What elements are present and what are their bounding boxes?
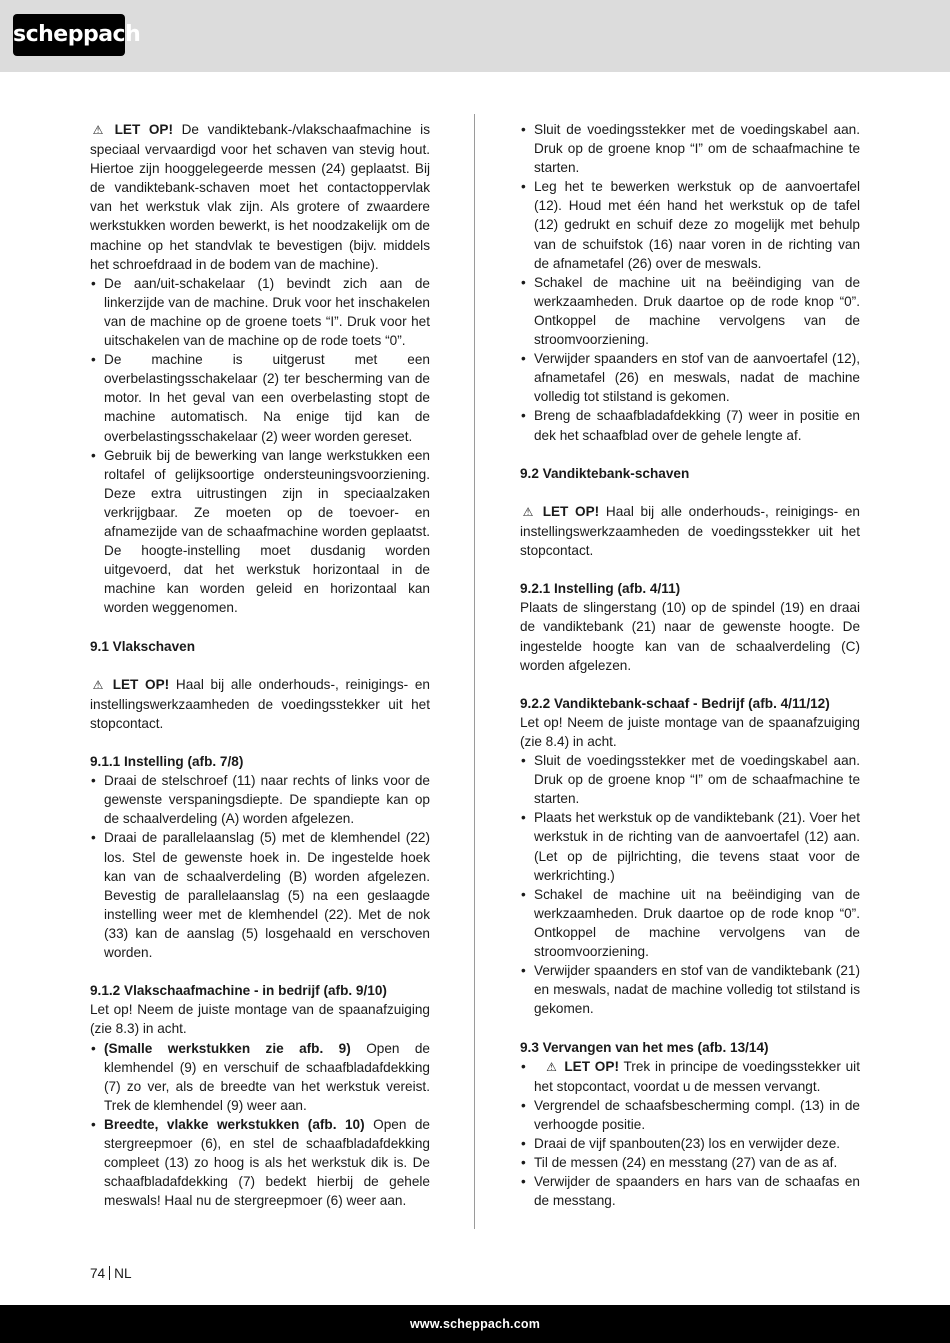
brand-logo: scheppach	[13, 14, 125, 56]
list-item: • Draai de parallelaanslag (5) met de klemhendel (22) los. Stel de gewenste hoek in. De ingestelde hoek kan van de schaalverdeling (B) worden afgelezen. Bevestig de parallelaanslag (5) na een geslaagde instelling weer met de klemhendel (22). Met de nok (33) kan de aanslag (5) losgehaald en verschoven worden.	[90, 828, 430, 962]
list-item: • Verwijder spaanders en stof van de vandiktebank (21) en meswals, nadat de machine volledig tot stilstand is gekomen.	[520, 961, 860, 1018]
warning-text: Haal bij alle onderhouds-, reinigings- en instellingswerkzaamheden de voedingsstekker uit het stopcontact.	[520, 503, 860, 559]
list-item: • Schakel de machine uit na beëindiging van de werkzaamheden. Druk daartoe op de rode knop “0”. Ontkoppel de machine vervolgens van de stroomvoorziening.	[520, 885, 860, 961]
footer-bar	[0, 1305, 950, 1343]
paragraph: Let op! Neem de juiste montage van de spaanafzuiging (zie 8.3) in acht.	[90, 1002, 430, 1037]
list-item: • Plaats het werkstuk op de vandiktebank (21). Voer het werkstuk in de richting van de aanvoertafel (12) aan. (Let op de pijlrichting, die tevens staat voor de werkrichting.)	[520, 808, 860, 884]
blade-bullet-list	[520, 1057, 860, 1211]
warning-label: LET OP!	[114, 122, 174, 137]
item-text: Open de klemhendel (9) en verschuif de schaafbladafdekking (7) zo ver, als de breedte van het werkstuk vereist. Trek de klemhendel (9) weer aan.	[104, 1040, 430, 1113]
list-item: • Draai de vijf spanbouten(23) los en verwijder deze.	[520, 1134, 860, 1153]
item-text: Open de stergreepmoer (6), en stel de schaafbladafdekking compleet (13) zo hoog is als het werkstuk dik is. De schaafbladafdekking (7) bedekt hierbij de gehele meswals! Haal nu de stergreepmoer (6) weer aan.	[104, 1116, 430, 1209]
bold-lead: Breedte, vlakke werkstukken (afb. 10)	[104, 1116, 365, 1132]
right-column	[520, 120, 860, 1210]
list-item	[90, 1039, 430, 1115]
list-item	[520, 1057, 860, 1096]
list-item: • Draai de stelschroef (11) naar rechts of links voor de gewenste verspaningsdiepte. De spandiepte kan op de schaalverdeling (A) worden afgelezen.	[90, 771, 430, 828]
section-heading-9-1: 9.1 Vlakschaven	[90, 638, 196, 654]
settings-bullet-list	[90, 771, 430, 962]
paragraph: Plaats de slingerstang (10) op de spindel (19) en draai de vandiktebank (21) naar de gewenste hoogte. De ingestelde hoogte kan van de schaalverdeling (C) worden afgelezen.	[520, 600, 860, 673]
column-divider	[474, 114, 475, 1229]
item-text: Trek in principe de voedingsstekker uit het stopcontact, voordat u de messen vervangt.	[534, 1058, 860, 1094]
list-item: • Verwijder spaanders en stof van de aanvoertafel (12), afnametafel (26) en meswals, nadat de machine volledig tot stilstand is gekomen.	[520, 349, 860, 406]
warning-paragraph	[90, 675, 430, 733]
list-item: • De aan/uit-schakelaar (1) bevindt zich aan de linkerzijde van de machine. Druk voor het inschakelen van de machine op de groene toets “I”. Druk voor het uitschakelen van de machine op de rode toets “0”.	[90, 274, 430, 350]
language-code: NL	[114, 1266, 132, 1281]
operation-bullet-list	[90, 1039, 430, 1211]
header-bar	[0, 0, 950, 72]
footer-separator	[109, 1266, 110, 1280]
list-item: • Sluit de voedingsstekker met de voedingskabel aan. Druk op de groene knop “I” om de schaafmachine te starten.	[520, 120, 860, 177]
list-item: • Leg het te bewerken werkstuk op de aanvoertafel (12). Houd met één hand het werkstuk op de tafel (12) gedrukt en schuif deze zo mogelijk met behulp van de schuifstok (16) naar voren in de richting van de afnametafel (26) over de meswals.	[520, 177, 860, 272]
list-item: • Sluit de voedingsstekker met de voedingskabel aan. Druk op de groene knop “I” om de schaafmachine te starten.	[520, 751, 860, 808]
intro-text: De vandiktebank-/vlakschaafmachine is speciaal vervaardigd voor het schaven van stevig hout. Hiertoe zijn hooggelegeerde messen (24) geplaatst. Bij de vandiktebank-schaven moet het contactoppervlak van het werkstuk vlak zijn. Als grotere of zwaardere werkstukken worden bewerkt, is het noodzakelijk om de machine op het standvlak te bevestigen (bijv. middels het schroefdraad in de bodem van de machine).	[90, 122, 431, 272]
section-heading-9-2-1: 9.2.1 Instelling (afb. 4/11)	[520, 581, 681, 597]
list-item: • Schakel de machine uit na beëindiging van de werkzaamheden. Druk daartoe op de rode knop “0”. Ontkoppel de machine vervolgens van de stroomvoorziening.	[520, 273, 860, 349]
intro-paragraph	[90, 120, 430, 274]
bold-lead: (Smalle werkstukken zie afb. 9)	[104, 1040, 351, 1056]
continued-bullet-list	[520, 120, 860, 445]
section-heading-9-3: 9.3 Vervangen van het mes (afb. 13/14)	[520, 1039, 769, 1055]
warning-icon: ⚠	[522, 504, 534, 519]
list-item	[90, 1115, 430, 1210]
website-link[interactable]: www.scheppach.com	[409, 1317, 541, 1331]
warning-label: LET OP!	[542, 503, 600, 519]
paragraph: Let op! Neem de juiste montage van de spaanafzuiging (zie 8.4) in acht.	[520, 714, 860, 749]
section-heading-9-2: 9.2 Vandiktebank-schaven	[520, 465, 690, 481]
section-heading-9-1-2: 9.1.2 Vlakschaafmachine - in bedrijf (afb. 9/10)	[90, 983, 387, 999]
warning-icon: ⚠	[546, 1059, 557, 1074]
warning-label: LET OP!	[112, 676, 170, 692]
list-item: • Verwijder de spaanders en hars van de schaafas en de messtang.	[520, 1172, 860, 1210]
planer-bullet-list	[520, 751, 860, 1018]
section-heading-9-2-2: 9.2.2 Vandiktebank-schaaf - Bedrijf (afb. 4/11/12)	[520, 695, 830, 711]
list-item: • Breng de schaafbladafdekking (7) weer in positie en dek het schaafblad over de gehele lengte af.	[520, 406, 860, 444]
warning-icon: ⚠	[92, 677, 104, 692]
warning-paragraph	[520, 502, 860, 560]
section-heading-9-1-1: 9.1.1 Instelling (afb. 7/8)	[90, 754, 244, 770]
page-footer	[90, 1266, 132, 1281]
left-column	[90, 120, 430, 1210]
warning-label: LET OP!	[564, 1058, 619, 1074]
list-item: • Til de messen (24) en messtang (27) van de as af.	[520, 1153, 860, 1172]
list-item: • Gebruik bij de bewerking van lange werkstukken een roltafel of gelijksoortige ondersteuningsvoorziening. Deze extra uitrustingen zijn in speciaalzaken verkrijgbaar. Ze moeten op de toevoer- en afnamezijde van de schaafmachine worden geplaatst. De hoogte-instelling moet dusdanig worden uitgevoerd, dat het werkstuk horizontaal in de machine kan worden geleid en horizontaal kan worden weggenomen.	[90, 446, 430, 618]
general-bullet-list	[90, 274, 430, 618]
page-number: 74	[90, 1266, 106, 1281]
list-item: • De machine is uitgerust met een overbelastingsschakelaar (2) ter bescherming van de motor. In het geval van een overbelasting stopt de machine automatisch. Na enige tijd kan de overbelastingsschakelaar (2) weer worden gereset.	[90, 350, 430, 445]
warning-icon: ⚠	[92, 123, 104, 137]
list-item: • Vergrendel de schaafsbescherming compl. (13) in de verhoogde positie.	[520, 1096, 860, 1134]
warning-text: Haal bij alle onderhouds-, reinigings- en instellingswerkzaamheden de voedingsstekker uit het stopcontact.	[90, 676, 430, 731]
